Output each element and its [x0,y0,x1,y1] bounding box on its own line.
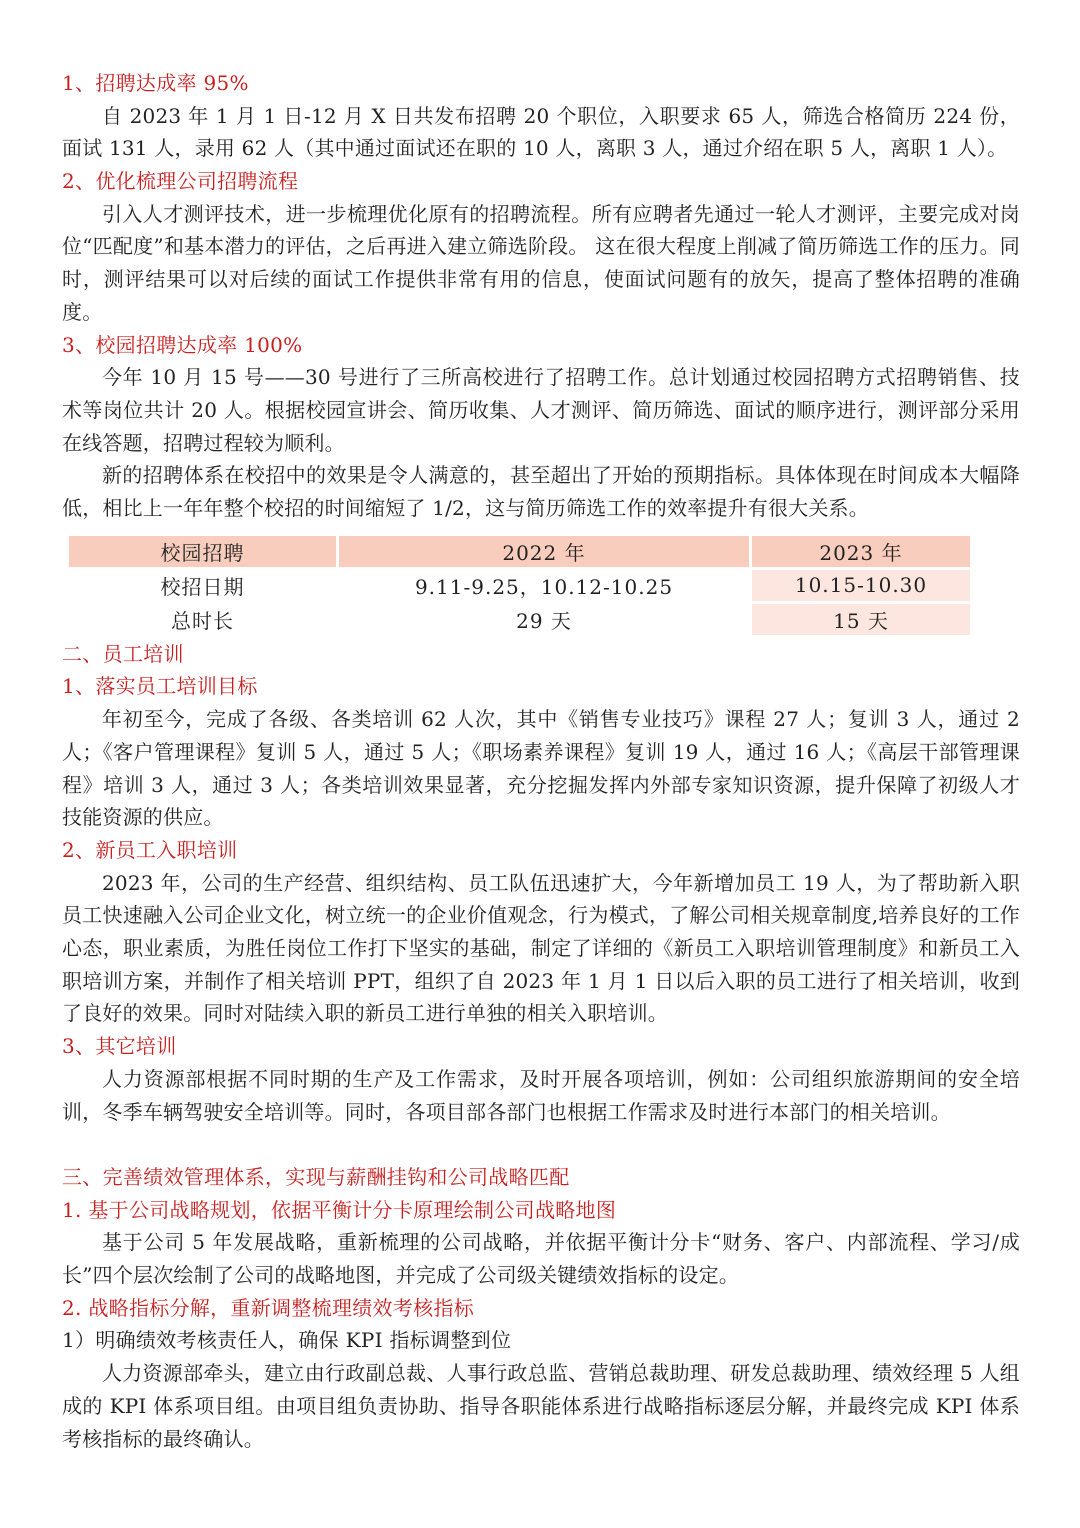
table-cell: 9.11-9.25，10.12-10.25 [339,570,749,601]
heading-performance-system: 三、完善绩效管理体系，实现与薪酬挂钩和公司战略匹配 [62,1164,570,1189]
campus-recruitment-table [66,533,973,638]
table-row [69,604,970,635]
paragraph-recruitment-rate: 自 2023 年 1 月 1 日-12 月 X 日共发布招聘 20 个职位，入职要求 65 人，筛选合格简历 224 份，面试 131 人，录用 62 人（其中通过面试还在职的 10 人，离职 3 人，通过介绍在职 5 人，离职 1 人）。 [62,103,1020,161]
heading-recruitment-rate: 1、招聘达成率 95% [62,71,249,95]
table-header-row [69,536,970,567]
section-spacer [62,1128,1020,1161]
document-body [62,67,1020,1455]
heading-training-goals: 1、落实员工培训目标 [62,674,258,699]
heading-other-training: 3、其它培训 [62,1034,177,1059]
table-cell: 15 天 [752,604,970,635]
paragraph-strategy-map: 基于公司 5 年发展战略，重新梳理的公司战略，并依据平衡计分卡“财务、客户、内部流程、学习/成长”四个层次绘制了公司的战略地图，并完成了公司级关键绩效指标的设定。 [62,1230,1020,1288]
table-header-cell: 2022 年 [339,536,749,567]
paragraph-campus-effect: 新的招聘体系在校招中的效果是令人满意的，甚至超出了开始的预期指标。具体体现在时间成本大幅降低，相比上一年年整个校招的时间缩短了 1/2，这与简历筛选工作的效率提升有很大关系。 [62,463,1020,521]
paragraph-other-training: 人力资源部根据不同时期的生产及工作需求，及时开展各项培训，例如：公司组织旅游期间的安全培训，冬季车辆驾驶安全培训等。同时，各项目部各部门也根据工作需求及时进行本部门的相关培训。 [62,1066,1020,1124]
paragraph-kpi-responsibility: 人力资源部牵头，建立由行政副总裁、人事行政总监、营销总裁助理、研发总裁助理、绩效经理 5 人组成的 KPI 体系项目组。由项目组负责协助、指导各职能体系进行战略指标逐层分解，并最终完成 KPI 体系考核指标的最终确认。 [62,1361,1020,1451]
heading-indicator-decomposition: 2. 战略指标分解，重新调整梳理绩效考核指标 [62,1295,475,1320]
paragraph-new-employee-training: 2023 年，公司的生产经营、组织结构、员工队伍迅速扩大，今年新增加员工 19 人，为了帮助新入职员工快速融入公司企业文化，树立统一的企业价值观念，行为模式，了解公司相关规章制度,培养良好的工作心态，职业素质，为胜任岗位工作打下坚实的基础，制定了详细的《新员工入职培训管理制度》和新员工入职培训方案，并制作了相关培训 PPT，组织了自 2023 年 1 月 1 日以后入职的员工进行了相关培训，收到了良好的效果。同时对陆续入职的新员工进行单独的相关入职培训。 [62,870,1020,1026]
table-cell: 29 天 [339,604,749,635]
heading-kpi-responsibility: 1）明确绩效考核责任人，确保 KPI 指标调整到位 [62,1328,512,1353]
paragraph-training-goals: 年初至今，完成了各级、各类培训 62 人次，其中《销售专业技巧》课程 27 人；复训 3 人，通过 2 人；《客户管理课程》复训 5 人，通过 5 人；《职场素养课程》复训 19 人，通过 16 人；《高层干部管理课程》培训 3 人，通过 3 人；各类培训效果显著，充分挖掘发挥内外部专家知识资源，提升保障了初级人才技能资源的供应。 [62,707,1021,830]
paragraph-optimize-process: 引入人才测评技术，进一步梳理优化原有的招聘流程。所有应聘者先通过一轮人才测评，主要完成对岗位“匹配度”和基本潜力的评估，之后再进入建立筛选阶段。 这在很大程度上削减了简历筛选工作的压力。同时，测评结果可以对后续的面试工作提供非常有用的信息，使面试问题有的放矢，提高了整体招聘的准确度。 [62,201,1020,324]
table-header-cell: 2023 年 [752,536,970,567]
table-cell: 总时长 [69,604,336,635]
heading-campus-recruitment: 3、校园招聘达成率 100% [62,332,303,357]
table-cell: 10.15-10.30 [752,570,970,601]
heading-strategy-map: 1. 基于公司战略规划，依据平衡计分卡原理绘制公司战略地图 [62,1197,617,1222]
heading-employee-training: 二、员工培训 [62,641,184,666]
table-row [69,570,970,601]
table-cell: 校招日期 [69,570,336,601]
heading-new-employee-training: 2、新员工入职培训 [62,837,238,862]
heading-optimize-process: 2、优化梳理公司招聘流程 [62,169,299,194]
table-header-cell: 校园招聘 [69,536,336,567]
paragraph-campus-recruitment: 今年 10 月 15 号——30 号进行了三所高校进行了招聘工作。总计划通过校园招聘方式招聘销售、技术等岗位共计 20 人。根据校园宣讲会、简历收集、人才测评、简历筛选、面试的顺序进行，测评部分采用在线答题，招聘过程较为顺利。 [62,365,1020,455]
